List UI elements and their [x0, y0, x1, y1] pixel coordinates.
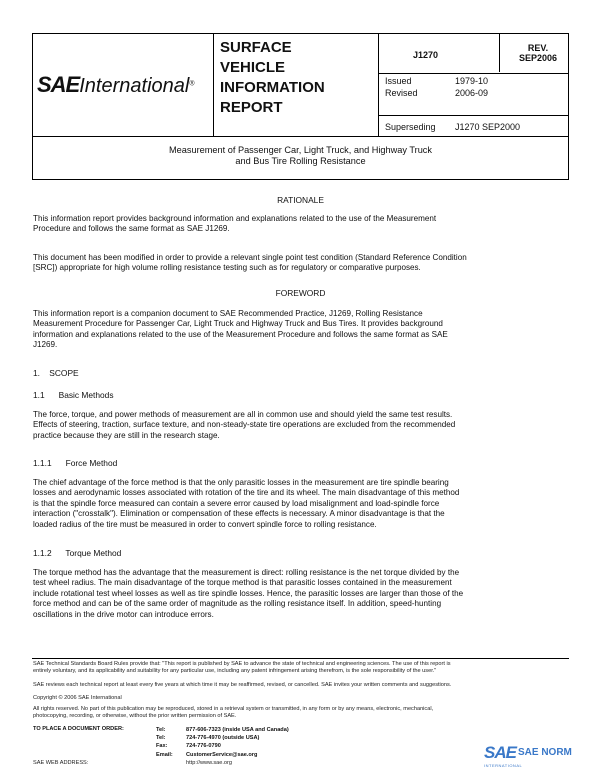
tel-label: Tel:	[156, 735, 166, 742]
text-line: oscillations in the drive motor can introduce errors.	[33, 609, 214, 619]
sae-norm-stamp	[484, 743, 570, 771]
stamp-sae-text: SAE	[484, 743, 516, 762]
logo-international-text: International	[79, 75, 190, 97]
text-line: practice because they are still in the research stage.	[33, 430, 220, 440]
email-label: Email:	[156, 751, 173, 758]
header-divider	[378, 34, 379, 136]
tel-label: Tel:	[156, 727, 166, 733]
rationale-paragraph-1	[33, 214, 568, 235]
text-line: This document has been modified in order to provide a relevant single point test condition (Standard Reference Condition	[33, 253, 467, 262]
revised-label: Revised	[385, 88, 418, 98]
document-type	[220, 38, 325, 118]
footer-review-notice: SAE reviews each technical report at least every five years at which time it may be reaffirmed, revised, or cancelled. SAE invites your written comments and suggestions.	[33, 682, 452, 688]
force-method-paragraph	[33, 478, 568, 530]
order-contact-values	[186, 726, 289, 759]
text-line: information and explanations related to the use of the Measurement Procedure and follows the same format as SAE	[33, 329, 448, 339]
torque-method-paragraph	[33, 568, 568, 620]
doc-type-line: VEHICLE	[220, 59, 286, 76]
text-line: J1269.	[33, 340, 58, 350]
torque-method-heading: 1.1.2 Torque Method	[33, 548, 122, 558]
text-line: losses and aerodynamic losses associated with rotation of the tire and its wheel. The main disadvantage of this method	[33, 488, 460, 498]
document-title	[33, 145, 568, 167]
footer-rule	[32, 658, 569, 659]
issued-value: 1979-10	[455, 76, 489, 86]
stamp-norm-text: SAE NORM	[518, 747, 572, 758]
header-divider	[499, 34, 500, 72]
issued-label: Issued	[385, 76, 412, 86]
superseding-value: J1270 SEP2000	[455, 122, 521, 132]
title-box	[32, 137, 569, 180]
text-line: [SRC]) appropriate for high volume rolling resistance testing such as for regulatory or comparative purposes.	[33, 263, 421, 273]
web-link[interactable]: http://www.sae.org	[186, 760, 233, 766]
footer-line: entirely voluntary, and its applicability and suitability for any particular use, including any patent infringement arising therefrom, is the sole responsibility of the user."	[33, 668, 437, 675]
text-line: force method and can be of the same order of magnitude as the rolling resistance itself. In addition, speed-hunting	[33, 599, 442, 609]
text-line: Effects of steering, traction, surface texture, and non-steady-state tire operations are excluded from the recommended	[33, 420, 456, 430]
text-line: interaction ("crosstalk"). Elimination or compensation of these effects is necessary. A minor disadvantage is that the	[33, 509, 445, 519]
text-line: The chief advantage of the force method is that the only parasitic losses in the measurement are tire spindle bearing	[33, 478, 449, 487]
order-label: TO PLACE A DOCUMENT ORDER:	[33, 726, 124, 732]
header-divider	[213, 34, 214, 136]
document-header	[32, 33, 569, 137]
foreword-heading: FOREWORD	[275, 288, 326, 298]
text-line: This information report provides background information and explanations related to the use of the Measurement	[33, 214, 437, 223]
logo-trademark: ®	[189, 80, 195, 88]
text-line: The force, torque, and power methods of measurement are all in common use and should yield the same test results.	[33, 410, 453, 419]
rationale-paragraph-2	[33, 253, 568, 274]
text-line: Measurement Procedure for Passenger Car, Light Truck and Highway Truck and Bus Tires. It provides background	[33, 319, 443, 329]
footer-rules-notice	[33, 661, 568, 675]
title-line: Measurement of Passenger Car, Light Truck, and Highway Truck	[169, 145, 432, 155]
fax-label: Fax:	[156, 743, 168, 750]
scope-heading: 1. SCOPE	[33, 368, 79, 378]
revision-box	[513, 43, 563, 63]
stamp-sub-text: INTERNATIONAL	[484, 763, 523, 768]
footer-line: SAE Technical Standards Board Rules provide that: "This report is published by SAE to advance the state of technical and engineering sciences. The use of this report is	[33, 661, 451, 667]
rev-value: SEP2006	[518, 53, 558, 63]
foreword-paragraph	[33, 309, 568, 351]
basic-methods-heading: 1.1 Basic Methods	[33, 390, 114, 400]
doc-type-line: REPORT	[220, 99, 283, 116]
revised-value: 2006-09	[455, 88, 489, 98]
rationale-heading: RATIONALE	[277, 195, 324, 205]
fax-value: 724-776-0790	[186, 743, 221, 750]
header-divider	[378, 73, 568, 74]
title-line: and Bus Tire Rolling Resistance	[235, 156, 366, 166]
superseding-label: Superseding	[385, 122, 436, 132]
sae-logo	[37, 72, 195, 98]
doc-type-line: INFORMATION	[220, 79, 325, 96]
text-line: is that the spindle force measured can contain a severe error caused by load misalignment and load-spindle force	[33, 498, 440, 508]
order-contact-labels	[156, 726, 173, 759]
text-line: The torque method has the advantage that the measurement is direct: rolling resistance is the net torque divided by the	[33, 568, 460, 577]
footer-rights-notice	[33, 706, 568, 720]
document-number: J1270	[413, 50, 439, 60]
rev-label: REV.	[527, 43, 549, 53]
footer-line: photocopying, recording, or otherwise, without the prior written permission of SAE.	[33, 713, 237, 720]
text-line: Procedure and follows the same format as SAE J1269.	[33, 224, 230, 234]
text-line: test wheel radius. The main disadvantage of the torque method is that parasitic losses contained in the measurement	[33, 578, 452, 588]
text-line: This information report is a companion document to SAE Recommended Practice, J1269, Rolling Resistance	[33, 309, 423, 318]
footer-copyright: Copyright © 2006 SAE International	[33, 695, 122, 701]
force-method-heading: 1.1.1 Force Method	[33, 458, 118, 468]
text-line: loaded radius of the tire must be measured in order to convert spindle force to rolling resistance.	[33, 519, 377, 529]
email-link[interactable]: CustomerService@sae.org	[186, 751, 258, 758]
web-label: SAE WEB ADDRESS:	[33, 760, 89, 766]
logo-sae-text: SAE	[37, 72, 80, 97]
doc-type-line: SURFACE	[220, 39, 292, 56]
header-divider	[378, 115, 568, 116]
text-line: include rotational test wheel losses as well as tire spindle losses. Hence, the parasitic losses are larger than those of the	[33, 588, 464, 598]
basic-methods-paragraph	[33, 410, 568, 441]
footer-line: All rights reserved. No part of this publication may be reproduced, stored in a retrieval system or transmitted, in any form or by any means, electronic, mechanical,	[33, 706, 434, 712]
tel-value[interactable]: 724-776-4970 (outside USA)	[186, 735, 260, 742]
tel-value[interactable]: 877-606-7323 (inside USA and Canada)	[186, 727, 289, 733]
